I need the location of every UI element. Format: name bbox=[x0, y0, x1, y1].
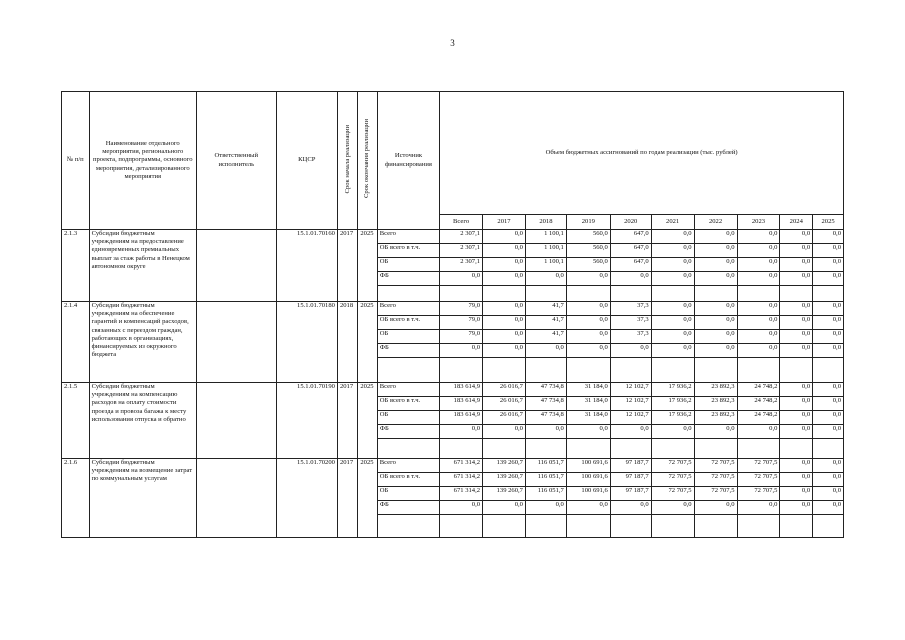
empty-cell bbox=[440, 515, 483, 538]
amount-cell: 47 734,8 bbox=[525, 383, 566, 397]
group-start-year: 2017 bbox=[337, 459, 357, 538]
empty-cell bbox=[566, 286, 610, 302]
amount-cell: 72 707,5 bbox=[737, 487, 780, 501]
amount-cell: 0,0 bbox=[813, 397, 844, 411]
amount-cell: 0,0 bbox=[525, 501, 566, 515]
funding-source: Всего bbox=[377, 383, 439, 397]
amount-cell: 0,0 bbox=[694, 272, 737, 286]
group-num: 2.1.4 bbox=[62, 302, 90, 383]
amount-cell: 0,0 bbox=[813, 459, 844, 473]
funding-source: Всего bbox=[377, 302, 439, 316]
amount-cell: 0,0 bbox=[610, 344, 651, 358]
amount-cell: 116 051,7 bbox=[525, 459, 566, 473]
empty-cell bbox=[610, 286, 651, 302]
group-responsible bbox=[196, 459, 276, 538]
amount-cell: 0,0 bbox=[483, 244, 526, 258]
empty-cell bbox=[566, 515, 610, 538]
empty-cell bbox=[813, 439, 844, 459]
amount-cell: 2 307,1 bbox=[440, 230, 483, 244]
group-name: Субсидии бюджетным учреждениям на обеспечение гарантий и компенсаций расходов, связанных с переездом граждан, работающих в организациях, финансируемых из окружного бюджета bbox=[89, 302, 196, 383]
amount-cell: 139 260,7 bbox=[483, 487, 526, 501]
amount-cell: 79,0 bbox=[440, 302, 483, 316]
amount-cell: 0,0 bbox=[737, 230, 780, 244]
group-kcsr: 15.1.01.70180 bbox=[276, 302, 337, 383]
amount-cell: 0,0 bbox=[610, 425, 651, 439]
empty-cell bbox=[377, 286, 439, 302]
amount-cell: 0,0 bbox=[737, 272, 780, 286]
amount-cell: 183 614,9 bbox=[440, 397, 483, 411]
amount-cell: 100 691,6 bbox=[566, 459, 610, 473]
header-year: 2021 bbox=[651, 215, 694, 230]
page-number: 3 bbox=[450, 38, 455, 48]
empty-cell bbox=[813, 358, 844, 383]
header-year: 2019 bbox=[566, 215, 610, 230]
amount-cell: 0,0 bbox=[737, 316, 780, 330]
empty-cell bbox=[694, 286, 737, 302]
empty-cell bbox=[440, 286, 483, 302]
amount-cell: 17 936,2 bbox=[651, 383, 694, 397]
group-num: 2.1.5 bbox=[62, 383, 90, 459]
empty-cell bbox=[525, 439, 566, 459]
header-name: Наименование отдельного мероприятия, регионального проекта, подпрограммы, основного мероприятия, детализированного мероприятия bbox=[89, 92, 196, 230]
amount-cell: 72 707,5 bbox=[694, 487, 737, 501]
amount-cell: 0,0 bbox=[694, 244, 737, 258]
amount-cell: 12 102,7 bbox=[610, 397, 651, 411]
amount-cell: 100 691,6 bbox=[566, 473, 610, 487]
funding-source: ФБ bbox=[377, 425, 439, 439]
amount-cell: 0,0 bbox=[813, 330, 844, 344]
table-row bbox=[62, 459, 844, 473]
amount-cell: 0,0 bbox=[813, 344, 844, 358]
amount-cell: 0,0 bbox=[780, 244, 813, 258]
empty-cell bbox=[780, 286, 813, 302]
header-year: 2017 bbox=[483, 215, 526, 230]
empty-cell bbox=[377, 515, 439, 538]
amount-cell: 17 936,2 bbox=[651, 397, 694, 411]
amount-cell: 0,0 bbox=[483, 302, 526, 316]
amount-cell: 37,3 bbox=[610, 330, 651, 344]
amount-cell: 0,0 bbox=[780, 501, 813, 515]
amount-cell: 0,0 bbox=[737, 330, 780, 344]
amount-cell: 0,0 bbox=[694, 258, 737, 272]
amount-cell: 72 707,5 bbox=[737, 473, 780, 487]
group-num: 2.1.3 bbox=[62, 230, 90, 302]
amount-cell: 0,0 bbox=[813, 383, 844, 397]
empty-cell bbox=[813, 286, 844, 302]
amount-cell: 560,0 bbox=[566, 258, 610, 272]
funding-source: ФБ bbox=[377, 344, 439, 358]
amount-cell: 671 314,2 bbox=[440, 487, 483, 501]
header-responsible: Ответственный исполнитель bbox=[196, 92, 276, 230]
funding-source: ОБ bbox=[377, 258, 439, 272]
empty-cell bbox=[780, 439, 813, 459]
amount-cell: 72 707,5 bbox=[694, 459, 737, 473]
amount-cell: 26 016,7 bbox=[483, 383, 526, 397]
amount-cell: 0,0 bbox=[813, 244, 844, 258]
amount-cell: 0,0 bbox=[694, 344, 737, 358]
empty-cell bbox=[694, 439, 737, 459]
amount-cell: 97 187,7 bbox=[610, 459, 651, 473]
amount-cell: 23 892,3 bbox=[694, 397, 737, 411]
amount-cell: 37,3 bbox=[610, 316, 651, 330]
amount-cell: 47 734,8 bbox=[525, 397, 566, 411]
amount-cell: 2 307,1 bbox=[440, 258, 483, 272]
amount-cell: 0,0 bbox=[813, 272, 844, 286]
table-row bbox=[62, 302, 844, 316]
empty-cell bbox=[610, 439, 651, 459]
amount-cell: 0,0 bbox=[780, 411, 813, 425]
group-end-year: 2025 bbox=[358, 383, 377, 459]
empty-cell bbox=[440, 439, 483, 459]
amount-cell: 47 734,8 bbox=[525, 411, 566, 425]
empty-cell bbox=[440, 358, 483, 383]
group-start-year: 2017 bbox=[337, 230, 357, 302]
empty-cell bbox=[651, 515, 694, 538]
funding-source: ОБ bbox=[377, 330, 439, 344]
amount-cell: 0,0 bbox=[780, 344, 813, 358]
funding-source: ФБ bbox=[377, 501, 439, 515]
amount-cell: 0,0 bbox=[525, 344, 566, 358]
table-row bbox=[62, 383, 844, 397]
amount-cell: 2 307,1 bbox=[440, 244, 483, 258]
funding-source: Всего bbox=[377, 459, 439, 473]
empty-cell bbox=[525, 358, 566, 383]
amount-cell: 0,0 bbox=[651, 425, 694, 439]
amount-cell: 671 314,2 bbox=[440, 459, 483, 473]
amount-cell: 26 016,7 bbox=[483, 411, 526, 425]
empty-cell bbox=[780, 515, 813, 538]
amount-cell: 0,0 bbox=[780, 230, 813, 244]
amount-cell: 12 102,7 bbox=[610, 411, 651, 425]
empty-cell bbox=[566, 439, 610, 459]
amount-cell: 0,0 bbox=[566, 302, 610, 316]
funding-source: ОБ всего в т.ч. bbox=[377, 473, 439, 487]
empty-cell bbox=[525, 515, 566, 538]
amount-cell: 97 187,7 bbox=[610, 487, 651, 501]
empty-cell bbox=[483, 515, 526, 538]
amount-cell: 0,0 bbox=[651, 330, 694, 344]
amount-cell: 0,0 bbox=[780, 383, 813, 397]
empty-cell bbox=[737, 286, 780, 302]
header-year: 2022 bbox=[694, 215, 737, 230]
empty-cell bbox=[566, 358, 610, 383]
funding-source: ФБ bbox=[377, 272, 439, 286]
amount-cell: 0,0 bbox=[566, 501, 610, 515]
group-kcsr: 15.1.01.70160 bbox=[276, 230, 337, 302]
amount-cell: 72 707,5 bbox=[651, 473, 694, 487]
amount-cell: 647,0 bbox=[610, 244, 651, 258]
amount-cell: 1 100,1 bbox=[525, 258, 566, 272]
amount-cell: 0,0 bbox=[483, 258, 526, 272]
empty-cell bbox=[813, 515, 844, 538]
header-year: 2024 bbox=[780, 215, 813, 230]
amount-cell: 671 314,2 bbox=[440, 473, 483, 487]
amount-cell: 116 051,7 bbox=[525, 473, 566, 487]
amount-cell: 79,0 bbox=[440, 330, 483, 344]
amount-cell: 183 614,9 bbox=[440, 411, 483, 425]
amount-cell: 23 892,3 bbox=[694, 383, 737, 397]
amount-cell: 0,0 bbox=[694, 302, 737, 316]
amount-cell: 0,0 bbox=[440, 272, 483, 286]
group-name: Субсидии бюджетным учреждениям на возмещение затрат по коммунальным услугам bbox=[89, 459, 196, 538]
amount-cell: 23 892,3 bbox=[694, 411, 737, 425]
amount-cell: 0,0 bbox=[694, 425, 737, 439]
empty-cell bbox=[483, 286, 526, 302]
amount-cell: 0,0 bbox=[440, 501, 483, 515]
amount-cell: 0,0 bbox=[813, 230, 844, 244]
funding-source: ОБ всего в т.ч. bbox=[377, 244, 439, 258]
amount-cell: 1 100,1 bbox=[525, 230, 566, 244]
empty-cell bbox=[610, 515, 651, 538]
amount-cell: 0,0 bbox=[440, 425, 483, 439]
empty-cell bbox=[377, 358, 439, 383]
amount-cell: 647,0 bbox=[610, 230, 651, 244]
group-name: Субсидии бюджетным учреждениям на компенсацию расходов на оплату стоимости проезда и провоза багажа к месту использования отпуска и обратно bbox=[89, 383, 196, 459]
amount-cell: 72 707,5 bbox=[651, 487, 694, 501]
amount-cell: 0,0 bbox=[813, 258, 844, 272]
amount-cell: 0,0 bbox=[610, 501, 651, 515]
table-row bbox=[62, 230, 844, 244]
amount-cell: 0,0 bbox=[651, 230, 694, 244]
amount-cell: 560,0 bbox=[566, 244, 610, 258]
amount-cell: 31 184,0 bbox=[566, 383, 610, 397]
empty-cell bbox=[694, 515, 737, 538]
amount-cell: 72 707,5 bbox=[737, 459, 780, 473]
header-year: 2020 bbox=[610, 215, 651, 230]
header-start: Срок начала реализации bbox=[343, 124, 351, 194]
group-kcsr: 15.1.01.70200 bbox=[276, 459, 337, 538]
amount-cell: 72 707,5 bbox=[694, 473, 737, 487]
header-volume: Объем бюджетных ассигнований по годам реализации (тыс. рублей) bbox=[440, 92, 844, 215]
amount-cell: 41,7 bbox=[525, 302, 566, 316]
amount-cell: 0,0 bbox=[737, 501, 780, 515]
empty-cell bbox=[483, 358, 526, 383]
amount-cell: 0,0 bbox=[483, 230, 526, 244]
amount-cell: 0,0 bbox=[566, 344, 610, 358]
group-responsible bbox=[196, 302, 276, 383]
header-num: № п/п bbox=[62, 92, 90, 230]
group-start-year: 2018 bbox=[337, 302, 357, 383]
funding-source: ОБ bbox=[377, 411, 439, 425]
amount-cell: 0,0 bbox=[651, 272, 694, 286]
amount-cell: 24 748,2 bbox=[737, 383, 780, 397]
amount-cell: 0,0 bbox=[813, 316, 844, 330]
amount-cell: 12 102,7 bbox=[610, 383, 651, 397]
amount-cell: 0,0 bbox=[483, 344, 526, 358]
amount-cell: 0,0 bbox=[483, 425, 526, 439]
amount-cell: 0,0 bbox=[813, 425, 844, 439]
amount-cell: 0,0 bbox=[651, 316, 694, 330]
amount-cell: 0,0 bbox=[566, 330, 610, 344]
amount-cell: 79,0 bbox=[440, 316, 483, 330]
amount-cell: 17 936,2 bbox=[651, 411, 694, 425]
group-num: 2.1.6 bbox=[62, 459, 90, 538]
empty-cell bbox=[737, 358, 780, 383]
amount-cell: 0,0 bbox=[525, 425, 566, 439]
amount-cell: 26 016,7 bbox=[483, 397, 526, 411]
header-year: 2025 bbox=[813, 215, 844, 230]
amount-cell: 37,3 bbox=[610, 302, 651, 316]
header-kcsr: КЦСР bbox=[276, 92, 337, 230]
amount-cell: 31 184,0 bbox=[566, 411, 610, 425]
amount-cell: 0,0 bbox=[483, 316, 526, 330]
amount-cell: 0,0 bbox=[813, 487, 844, 501]
funding-source: ОБ всего в т.ч. bbox=[377, 316, 439, 330]
amount-cell: 24 748,2 bbox=[737, 397, 780, 411]
amount-cell: 0,0 bbox=[780, 425, 813, 439]
amount-cell: 0,0 bbox=[566, 316, 610, 330]
amount-cell: 647,0 bbox=[610, 258, 651, 272]
amount-cell: 0,0 bbox=[737, 425, 780, 439]
header-year: 2023 bbox=[737, 215, 780, 230]
header-year: 2018 bbox=[525, 215, 566, 230]
amount-cell: 0,0 bbox=[780, 272, 813, 286]
amount-cell: 0,0 bbox=[694, 230, 737, 244]
funding-source: ОБ bbox=[377, 487, 439, 501]
budget-table bbox=[61, 91, 844, 538]
amount-cell: 0,0 bbox=[694, 330, 737, 344]
amount-cell: 0,0 bbox=[651, 344, 694, 358]
amount-cell: 0,0 bbox=[525, 272, 566, 286]
group-kcsr: 15.1.01.70190 bbox=[276, 383, 337, 459]
amount-cell: 24 748,2 bbox=[737, 411, 780, 425]
header-end: Срок окончания реализации bbox=[363, 119, 371, 199]
amount-cell: 0,0 bbox=[813, 411, 844, 425]
amount-cell: 560,0 bbox=[566, 230, 610, 244]
amount-cell: 100 691,6 bbox=[566, 487, 610, 501]
amount-cell: 41,7 bbox=[525, 316, 566, 330]
amount-cell: 0,0 bbox=[651, 501, 694, 515]
amount-cell: 0,0 bbox=[780, 473, 813, 487]
empty-cell bbox=[483, 439, 526, 459]
empty-cell bbox=[651, 286, 694, 302]
header-source: Источник финансирования bbox=[377, 92, 439, 230]
funding-source: Всего bbox=[377, 230, 439, 244]
amount-cell: 0,0 bbox=[813, 501, 844, 515]
amount-cell: 0,0 bbox=[780, 487, 813, 501]
empty-cell bbox=[737, 439, 780, 459]
empty-cell bbox=[525, 286, 566, 302]
funding-source: ОБ всего в т.ч. bbox=[377, 397, 439, 411]
amount-cell: 0,0 bbox=[651, 302, 694, 316]
empty-cell bbox=[651, 439, 694, 459]
amount-cell: 41,7 bbox=[525, 330, 566, 344]
amount-cell: 97 187,7 bbox=[610, 473, 651, 487]
amount-cell: 0,0 bbox=[694, 316, 737, 330]
group-end-year: 2025 bbox=[358, 230, 377, 302]
amount-cell: 139 260,7 bbox=[483, 473, 526, 487]
amount-cell: 0,0 bbox=[737, 302, 780, 316]
amount-cell: 0,0 bbox=[483, 272, 526, 286]
amount-cell: 0,0 bbox=[483, 501, 526, 515]
group-responsible bbox=[196, 230, 276, 302]
empty-cell bbox=[651, 358, 694, 383]
amount-cell: 183 614,9 bbox=[440, 383, 483, 397]
amount-cell: 0,0 bbox=[737, 244, 780, 258]
empty-cell bbox=[610, 358, 651, 383]
amount-cell: 139 260,7 bbox=[483, 459, 526, 473]
group-responsible bbox=[196, 383, 276, 459]
amount-cell: 116 051,7 bbox=[525, 487, 566, 501]
group-start-year: 2017 bbox=[337, 383, 357, 459]
amount-cell: 0,0 bbox=[566, 272, 610, 286]
empty-cell bbox=[377, 439, 439, 459]
amount-cell: 0,0 bbox=[610, 272, 651, 286]
amount-cell: 0,0 bbox=[651, 258, 694, 272]
amount-cell: 0,0 bbox=[813, 473, 844, 487]
amount-cell: 0,0 bbox=[780, 258, 813, 272]
amount-cell: 1 100,1 bbox=[525, 244, 566, 258]
amount-cell: 0,0 bbox=[780, 330, 813, 344]
empty-cell bbox=[780, 358, 813, 383]
amount-cell: 0,0 bbox=[651, 244, 694, 258]
amount-cell: 0,0 bbox=[566, 425, 610, 439]
amount-cell: 0,0 bbox=[737, 344, 780, 358]
amount-cell: 0,0 bbox=[737, 258, 780, 272]
amount-cell: 0,0 bbox=[780, 316, 813, 330]
amount-cell: 0,0 bbox=[483, 330, 526, 344]
amount-cell: 0,0 bbox=[694, 501, 737, 515]
amount-cell: 0,0 bbox=[780, 397, 813, 411]
group-name: Субсидии бюджетным учреждениям на предоставление единовременных премиальных выплат за стаж работы в Ненецком автономном округе bbox=[89, 230, 196, 302]
amount-cell: 0,0 bbox=[780, 302, 813, 316]
group-end-year: 2025 bbox=[358, 459, 377, 538]
group-end-year: 2025 bbox=[358, 302, 377, 383]
amount-cell: 0,0 bbox=[813, 302, 844, 316]
amount-cell: 0,0 bbox=[780, 459, 813, 473]
amount-cell: 0,0 bbox=[440, 344, 483, 358]
empty-cell bbox=[737, 515, 780, 538]
amount-cell: 31 184,0 bbox=[566, 397, 610, 411]
header-year: Всего bbox=[440, 215, 483, 230]
amount-cell: 72 707,5 bbox=[651, 459, 694, 473]
empty-cell bbox=[694, 358, 737, 383]
